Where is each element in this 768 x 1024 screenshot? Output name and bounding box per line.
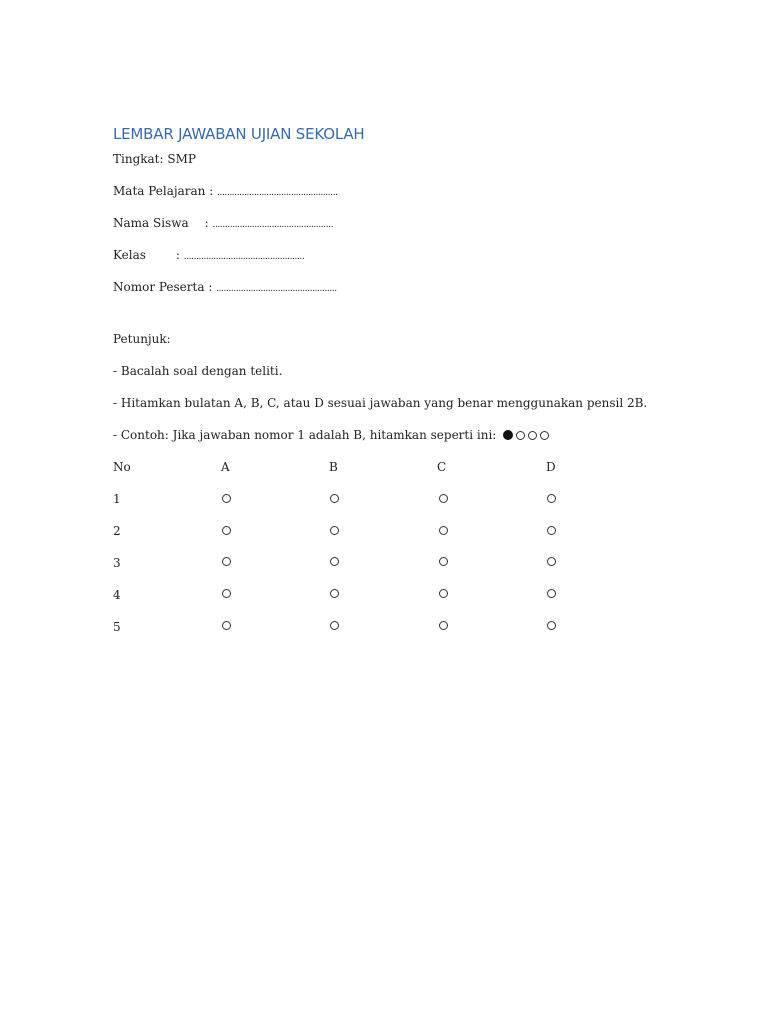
participant-number-blank: ................................................. (216, 284, 337, 294)
row-number: 2 (113, 524, 121, 538)
row-number: 1 (113, 492, 121, 506)
name-blank: ................................................. (212, 220, 334, 230)
class-blank: ................................................. (183, 252, 305, 262)
empty-bubble-icon (516, 431, 525, 440)
table-header-c: C (437, 460, 447, 474)
answer-bubble-4b[interactable] (330, 589, 339, 598)
class-field (113, 247, 304, 265)
answer-bubble-5b[interactable] (330, 621, 339, 630)
subject-label: Mata Pelajaran (113, 184, 206, 198)
table-header-d: D (546, 460, 556, 474)
instruction-item: - Bacalah soal dengan teliti. (113, 364, 283, 378)
answer-bubble-1b[interactable] (330, 494, 339, 503)
filled-bubble-icon (503, 430, 513, 440)
answer-bubble-3c[interactable] (439, 557, 448, 566)
empty-bubble-icon (540, 431, 549, 440)
answer-bubble-5c[interactable] (439, 621, 448, 630)
answer-bubble-2a[interactable] (222, 526, 231, 535)
page-title: LEMBAR JAWABAN UJIAN SEKOLAH (113, 125, 365, 143)
name-label: Nama Siswa (113, 216, 189, 230)
row-number: 3 (113, 556, 121, 570)
answer-bubble-2c[interactable] (439, 526, 448, 535)
answer-bubble-4a[interactable] (222, 589, 231, 598)
answer-bubble-4d[interactable] (547, 589, 556, 598)
instructions-heading: Petunjuk: (113, 332, 171, 346)
class-label: Kelas (113, 248, 146, 262)
answer-bubble-1c[interactable] (439, 494, 448, 503)
answer-bubble-1a[interactable] (222, 494, 231, 503)
subject-separator: : (205, 184, 218, 198)
answer-bubble-2d[interactable] (547, 526, 556, 535)
table-header-a: A (221, 460, 230, 474)
answer-bubble-5d[interactable] (547, 621, 556, 630)
answer-bubble-4c[interactable] (439, 589, 448, 598)
table-header-no: No (113, 460, 131, 474)
name-separator: : (204, 216, 213, 230)
answer-bubble-5a[interactable] (222, 621, 231, 630)
answer-bubble-3d[interactable] (547, 557, 556, 566)
answer-bubble-3b[interactable] (330, 557, 339, 566)
level-text: Tingkat: SMP (113, 152, 196, 166)
instruction-item: - Hitamkan bulatan A, B, C, atau D sesuai jawaban yang benar menggunakan pensil 2B. (113, 396, 648, 410)
class-separator: : (175, 248, 184, 262)
participant-number-field (113, 279, 337, 297)
empty-bubble-icon (528, 431, 537, 440)
answer-bubble-1d[interactable] (547, 494, 556, 503)
instruction-example (113, 427, 549, 443)
subject-field (113, 183, 338, 201)
answer-bubble-2b[interactable] (330, 526, 339, 535)
subject-blank: ................................................. (217, 188, 338, 198)
participant-number-label: Nomor Peserta (113, 280, 205, 294)
row-number: 4 (113, 588, 121, 602)
table-header-b: B (329, 460, 338, 474)
answer-bubble-3a[interactable] (222, 557, 231, 566)
participant-number-separator: : (204, 280, 217, 294)
instruction-example-text: - Contoh: Jika jawaban nomor 1 adalah B, hitamkan seperti ini: (113, 428, 497, 442)
row-number: 5 (113, 620, 121, 634)
name-field (113, 215, 333, 233)
